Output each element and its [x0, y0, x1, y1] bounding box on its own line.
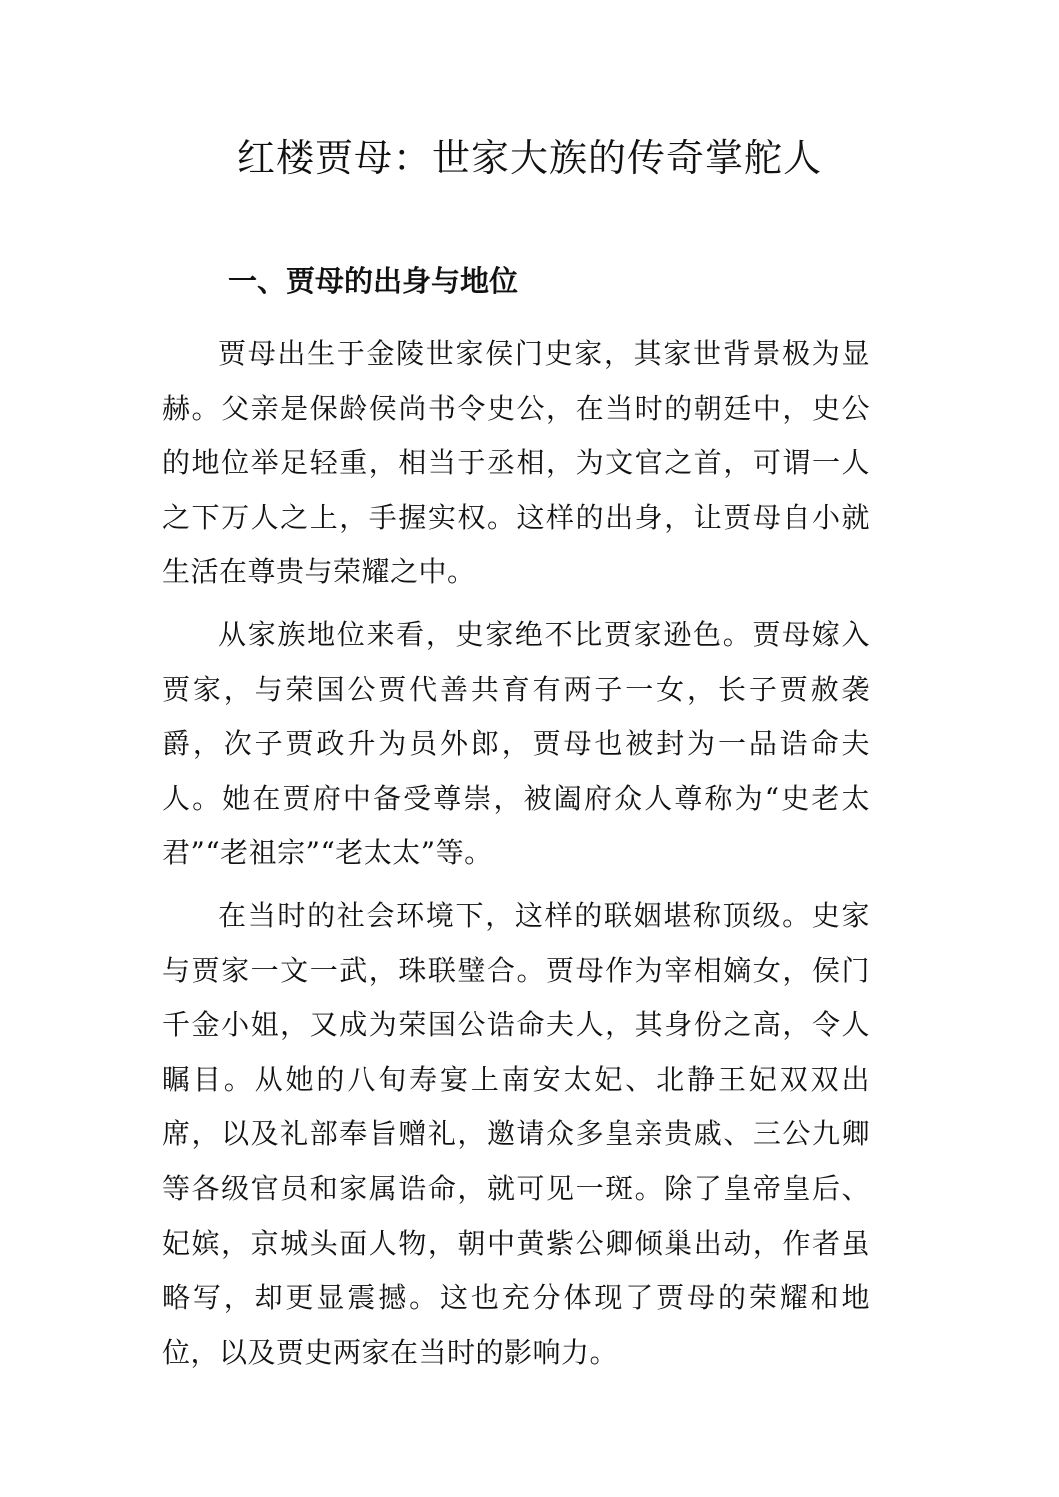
paragraph-1: 贾母出生于金陵世家侯门史家，其家世背景极为显赫。父亲是保龄侯尚书令史公，在当时的朝廷中，史公的地位举足轻重，相当于丞相，为文官之首，可谓一人之下万人之上，手握实权。这样的出身，让贾母自小就生活在尊贵与荣耀之中。 [162, 337, 870, 589]
paragraph-3: 在当时的社会环境下，这样的联姻堪称顶级。史家与贾家一文一武，珠联璧合。贾母作为宰相嫡女，侯门千金小姐，又成为荣国公诰命夫人，其身份之高，令人瞩目。从她的八旬寿宴上南安太妃、北静王妃双双出席，以及礼部奉旨赠礼，邀请众多皇亲贵戚、三公九卿等各级官员和家属诰命，就可见一斑。除了皇帝皇后、妃嫔，京城头面人物，朝中黄紫公卿倾巢出动，作者虽略写，却更显震撼。这也充分体现了贾母的荣耀和地位，以及贾史两家在当时的影响力。 [162, 898, 870, 1369]
paragraph-2: 从家族地位来看，史家绝不比贾家逊色。贾母嫁入贾家，与荣国公贾代善共育有两子一女，长子贾赦袭爵，次子贾政升为员外郎，贾母也被封为一品诰命夫人。她在贾府中备受尊崇，被阖府众人尊称为“史老太君”“老祖宗”“老太太”等。 [162, 617, 870, 870]
document-title: 红楼贾母：世家大族的传奇掌舵人 [236, 136, 822, 180]
section-heading: 一、贾母的出身与地位 [228, 264, 519, 298]
body-text [162, 327, 870, 1388]
